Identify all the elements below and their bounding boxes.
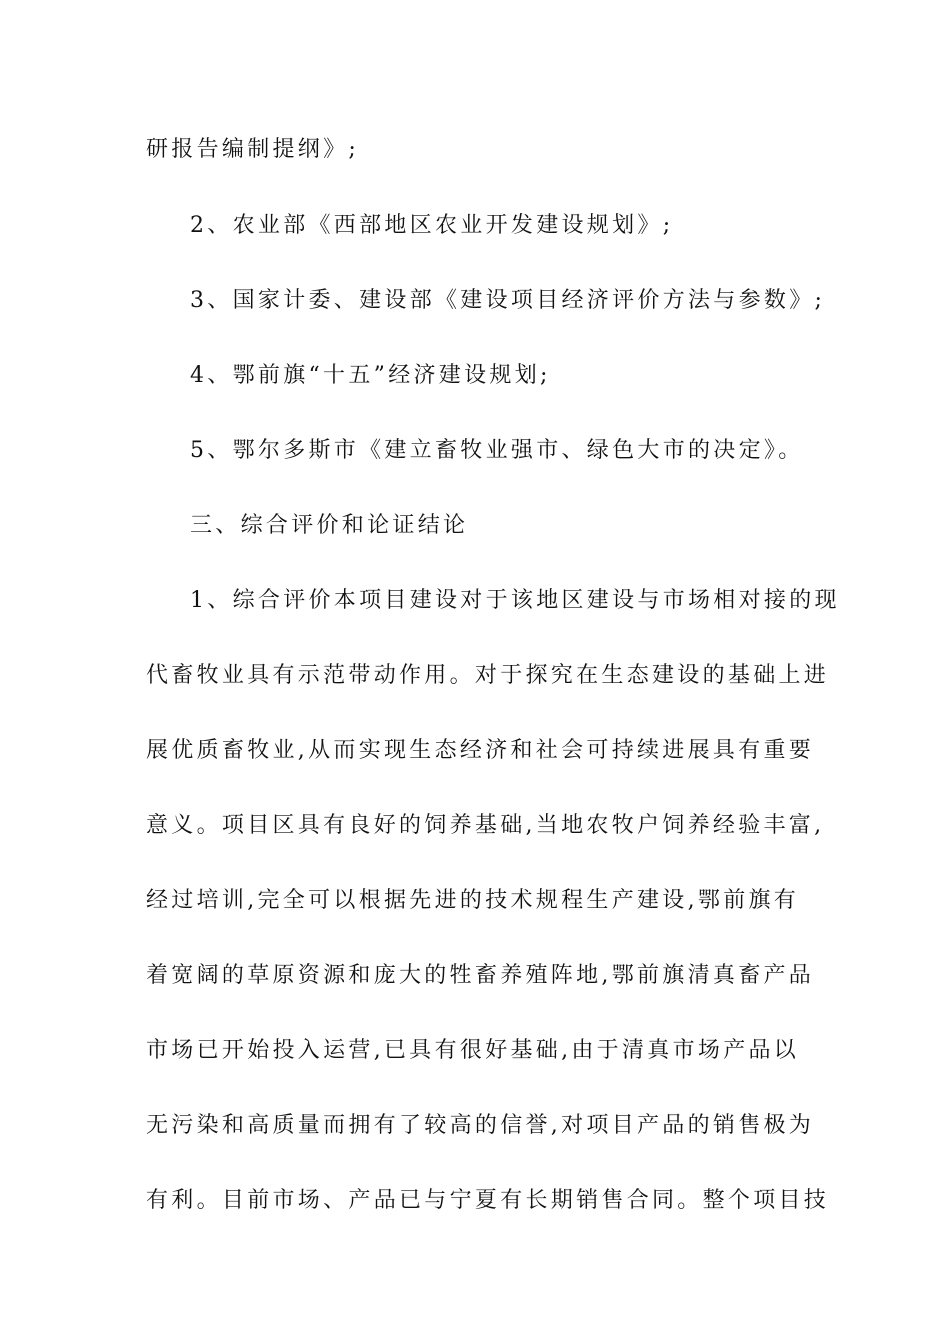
paragraph-line: 经过培训,完全可以根据先进的技术规程生产建设,鄂前旗有 (146, 888, 800, 913)
paragraph-line: 1、综合评价本项目建设对于该地区建设与市场相对接的现 (190, 588, 840, 613)
text-line: 研报告编制提纲》; (146, 137, 360, 162)
paragraph-line: 市场已开始投入运营,已具有很好基础,由于清真市场产品以 (146, 1038, 800, 1063)
paragraph-line: 无污染和高质量而拥有了较高的信誉,对项目产品的销售极为 (146, 1113, 815, 1138)
reference-item-4: 4、鄂前旗“十五”经济建设规划; (190, 363, 551, 388)
section-heading: 三、综合评价和论证结论 (190, 513, 469, 538)
paragraph-line: 代畜牧业具有示范带动作用。对于探究在生态建设的基础上进 (146, 663, 830, 688)
reference-item-2: 2、农业部《西部地区农业开发建设规划》; (190, 213, 674, 238)
reference-item-5: 5、鄂尔多斯市《建立畜牧业强市、绿色大市的决定》。 (190, 438, 804, 463)
paragraph-line: 着宽阔的草原资源和庞大的牲畜养殖阵地,鄂前旗清真畜产品 (146, 963, 815, 988)
paragraph-line: 有利。目前市场、产品已与宁夏有长期销售合同。整个项目技 (146, 1188, 830, 1213)
paragraph-line: 意义。项目区具有良好的饲养基础,当地农牧户饲养经验丰富, (146, 813, 825, 838)
paragraph-line: 展优质畜牧业,从而实现生态经济和社会可持续进展具有重要 (146, 738, 815, 763)
reference-item-3: 3、国家计委、建设部《建设项目经济评价方法与参数》; (190, 288, 826, 313)
